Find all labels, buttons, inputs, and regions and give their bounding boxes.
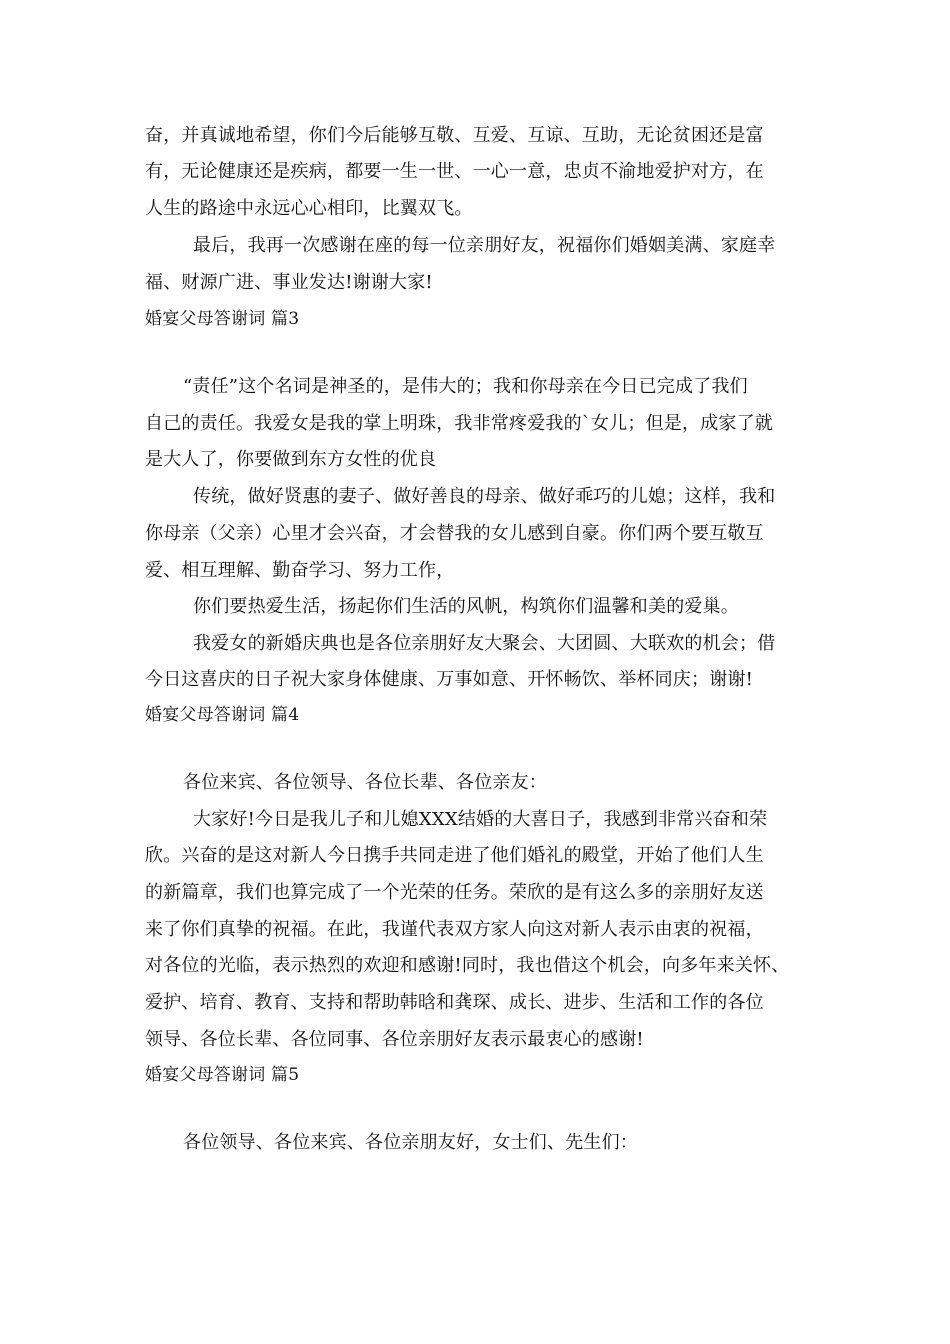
section-heading: 婚宴父母答谢词 篇4 [145,705,300,725]
paragraph-line: 对各位的光临，表示热烈的欢迎和感谢!同时，我也借这个机会，向多年来关怀、 [145,955,790,976]
section-heading: 婚宴父母答谢词 篇5 [145,1065,300,1085]
paragraph-line: 有，无论健康还是疾病，都要一生一世、一心一意，忠贞不渝地爱护对方，在 [145,161,764,182]
paragraph-line: 自己的责任。我爱女是我的掌上明珠，我非常疼爱我的`女儿；但是，成家了就 [145,413,773,434]
paragraph-line: 我爱女的新婚庆典也是各位亲朋好友大聚会、大团圆、大联欢的机会；借 [193,633,776,654]
paragraph-line: 奋，并真诚地希望，你们今后能够互敬、互爱、互谅、互助，无论贫困还是富 [145,125,764,146]
paragraph-line: “责任”这个名词是神圣的，是伟大的；我和你母亲在今日已完成了我们 [183,376,748,397]
paragraph-line: 爱护、培育、教育、支持和帮助韩晗和龚琛、成长、进步、生活和工作的各位 [145,992,764,1013]
paragraph-line: 来了你们真挚的祝福。在此，我谨代表双方家人向这对新人表示由衷的祝福， [145,919,764,940]
paragraph-line: 今日这喜庆的日子祝大家身体健康、万事如意、开怀畅饮、举杯同庆；谢谢! [145,669,754,690]
paragraph-line: 你母亲（父亲）心里才会兴奋，才会替我的女儿感到自豪。你们两个要互敬互 [145,523,764,544]
paragraph-line: 领导、各位长辈、各位同事、各位亲朋好友表示最衷心的感谢! [145,1029,644,1050]
paragraph-line: 爱、相互理解、勤奋学习、努力工作， [145,560,455,581]
paragraph-line: 各位来宾、各位领导、各位长辈、各位亲友： [183,772,547,793]
paragraph-line: 大家好!今日是我儿子和儿媳XXX结婚的大喜日子，我感到非常兴奋和荣 [193,809,768,830]
paragraph-line: 你们要热爱生活，扬起你们生活的风帆，构筑你们温馨和美的爱巢。 [193,596,739,617]
paragraph-line: 最后，我再一次感谢在座的每一位亲朋好友，祝福你们婚姻美满、家庭幸 [193,235,776,256]
paragraph-line: 欣。兴奋的是这对新人今日携手共同走进了他们婚礼的殿堂，开始了他们人生 [145,845,764,866]
paragraph-line: 人生的路途中永远心心相印，比翼双飞。 [145,198,473,219]
paragraph-line: 的新篇章，我们也算完成了一个光荣的任务。荣欣的是有这么多的亲朋好友送 [145,882,764,903]
paragraph-line: 传统，做好贤惠的妻子、做好善良的母亲、做好乖巧的儿媳；这样，我和 [193,486,776,507]
paragraph-line: 是大人了，你要做到东方女性的优良 [145,449,437,470]
paragraph-line: 各位领导、各位来宾、各位亲朋友好，女士们、先生们： [183,1132,638,1153]
section-heading: 婚宴父母答谢词 篇3 [145,309,300,329]
paragraph-line: 福、财源广进、事业发达!谢谢大家! [145,272,433,293]
